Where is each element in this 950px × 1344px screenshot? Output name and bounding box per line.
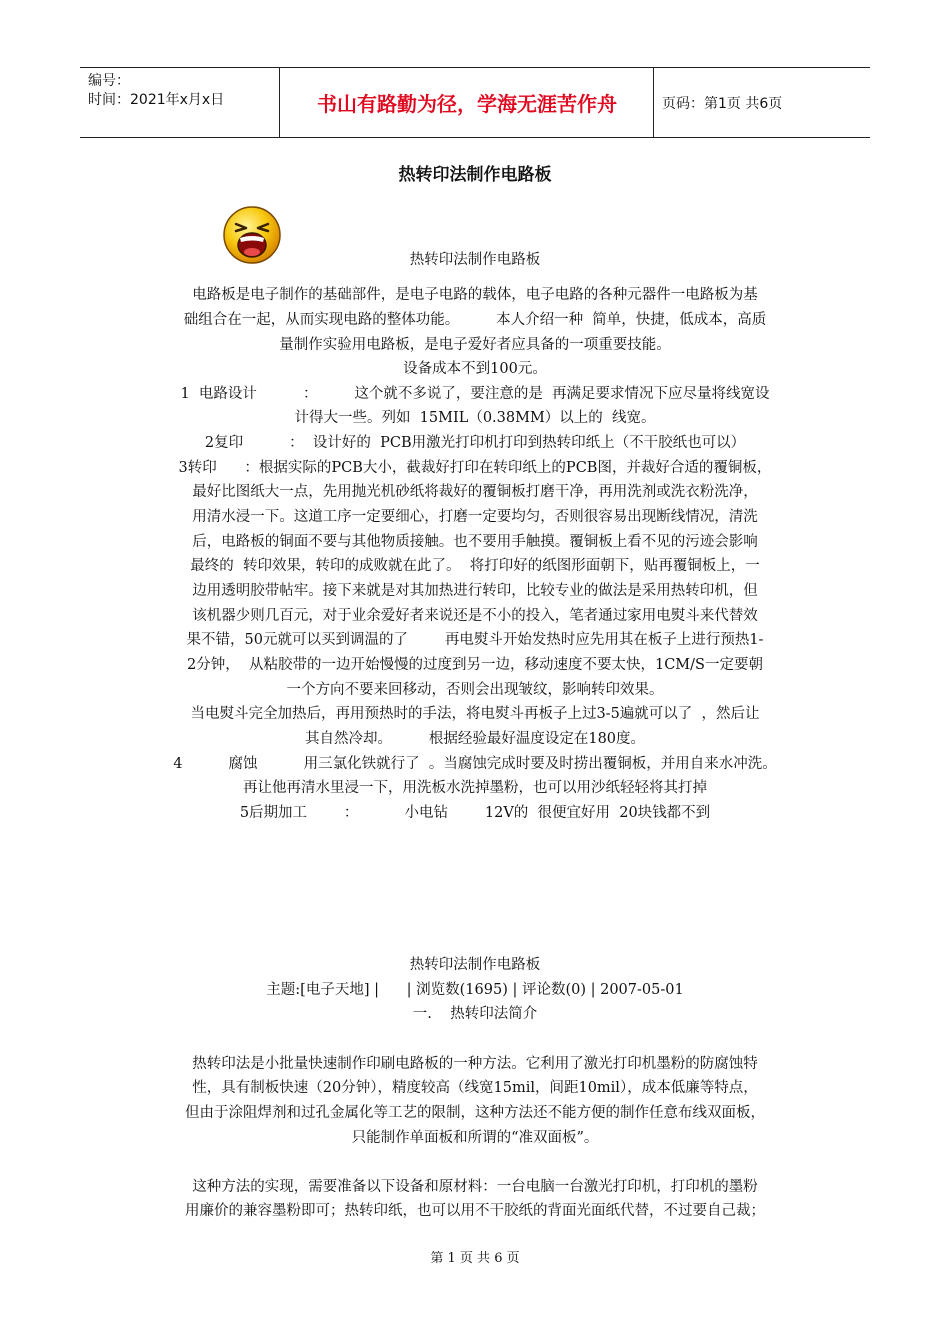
time-label: 时间：2021年x月x日	[88, 92, 225, 108]
text-line: 其自然冷却。 根据经验最好温度设定在180度。	[304, 731, 646, 747]
text-line: 这种方法的实现，需要准备以下设备和原材料：一台电脑一台激光打印机，打印机的墨粉	[192, 1179, 758, 1195]
text-line: 础组合在一起，从而实现电路的整体功能。 本人介绍一种 简单，快捷，低成本，高质	[183, 312, 767, 328]
text-line: 最好比图纸大一点，先用抛光机砂纸将裁好的覆铜板打磨干净，再用洗剂或洗衣粉洗净，	[192, 484, 758, 500]
text-line: 计得大一些。列如 15MIL（0.38MM）以上的 线宽。	[294, 410, 656, 426]
page-footer: 第 1 页 共 6 页	[430, 1251, 520, 1266]
section2-title: 热转印法制作电路板	[409, 957, 541, 973]
text-line: 只能制作单面板和所谓的“准双面板”。	[351, 1130, 599, 1146]
text-line: 用廉价的兼容墨粉即可；热转印纸，也可以用不干胶纸的背面光面纸代替，不过要自己裁；	[185, 1203, 765, 1219]
text-line: 该机器少则几百元，对于业余爱好者来说还是不小的投入，笔者通过家用电熨斗来代替效	[192, 608, 758, 624]
text-line: 2复印 ： 设计好的 PCB用激光打印机打印到热转印纸上（不干胶纸也可以）	[204, 435, 746, 451]
text-line: 果不错，50元就可以买到调温的了 再电熨斗开始发热时应先用其在板子上进行预热1-	[186, 632, 764, 648]
text-line: 一个方向不要来回移动，否则会出现皱纹，影响转印效果。	[286, 682, 664, 698]
section1-subtitle: 热转印法制作电路板	[409, 252, 541, 268]
text-line: 电路板是电子制作的基础部件，是电子电路的载体，电子电路的各种元器件一电路板为基	[192, 287, 758, 303]
section2-heading: 一. 热转印法简介	[412, 1006, 538, 1022]
article-meta: 主题:[电子天地] | | 浏览数(1695) | 评论数(0) | 2007-05-01	[266, 982, 684, 998]
text-line: 量制作实验用电路板，是电子爱好者应具备的一项重要技能。	[279, 337, 671, 353]
text-line: 4 腐蚀 用三氯化铁就行了 。当腐蚀完成时要及时捞出覆铜板，并用自来水冲洗。	[173, 756, 777, 772]
text-line: 性，具有制板快速（20分钟），精度较高（线宽15mil，间距10mil），成本低廉等特点，	[192, 1080, 758, 1096]
text-line: 再让他再清水里浸一下，用洗板水洗掉墨粉，也可以用沙纸轻轻将其打掉	[243, 780, 707, 796]
number-label: 编号：	[88, 73, 130, 89]
text-line: 用清水浸一下。这道工序一定要细心，打磨一定要均匀，否则很容易出现断线情况，清洗	[192, 509, 758, 525]
header-table	[80, 67, 870, 138]
text-line: 热转印法是小批量快速制作印刷电路板的一种方法。它利用了激光打印机墨粉的防腐蚀特	[192, 1056, 758, 1072]
text-line: 5后期加工 ： 小电钻 12V的 很便宜好用 20块钱都不到	[239, 805, 711, 821]
header-left-cell	[80, 68, 280, 137]
text-line: 3转印 ：根据实际的PCB大小，截裁好打印在转印纸上的PCB图，并裁好合适的覆铜板，	[178, 460, 772, 476]
document-title: 热转印法制作电路板	[398, 165, 552, 185]
text-line: 1 电路设计 ： 这个就不多说了，要注意的是 再满足要求情况下应尽量将线宽设	[180, 386, 770, 402]
text-line: 当电熨斗完全加热后，再用预热时的手法，将电熨斗再板子上过3-5遍就可以了 ，然后让	[190, 706, 760, 722]
page-label: 页码：第1页 共6页	[662, 95, 783, 112]
text-line: 2分钟， 从粘胶带的一边开始慢慢的过度到另一边，移动速度不要太快，1CM/S一定要朝	[187, 657, 763, 673]
text-line: 但由于涂阻焊剂和过孔金属化等工艺的限制，这种方法还不能方便的制作任意布线双面板，	[185, 1105, 765, 1121]
text-line: 后，电路板的铜面不要与其他物质接触。也不要用手触摸。覆铜板上看不见的污迹会影响	[192, 534, 758, 550]
text-line: 最终的 转印效果，转印的成败就在此了。 将打印好的纸图形面朝下，贴再覆铜板上，一	[190, 558, 760, 574]
motto: 书山有路勤为径，学海无涯苦作舟	[281, 68, 654, 137]
text-line: 设备成本不到100元。	[403, 361, 547, 377]
text-line: 边用透明胶带帖牢。接下来就是对其加热进行转印，比较专业的做法是采用热转印机，但	[192, 583, 758, 599]
